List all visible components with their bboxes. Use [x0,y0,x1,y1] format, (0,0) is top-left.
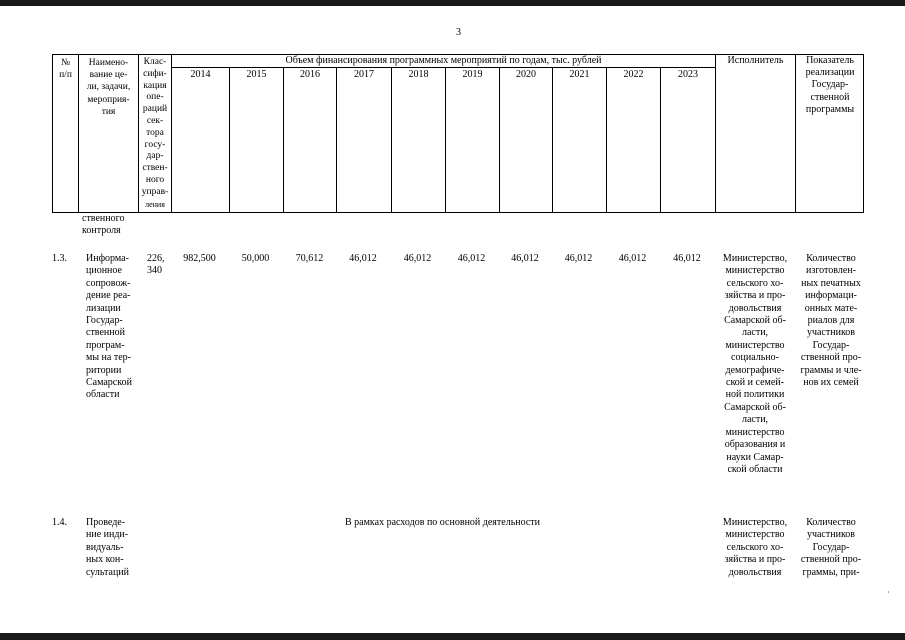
row-value: 46,012 [457,253,486,264]
top-border-bar [0,0,905,6]
row-value: 46,012 [349,253,377,264]
header-year: 2015 [246,69,267,80]
row-executor: Министерство, министерство сельского хо- зяйства и про- довольствия Самарской об- ласти, министерство социально- демографиче- ской и семей- ной политики Самарской об- ласти, министерство образования и науки Самар- ской области [722,253,788,475]
year-divider [660,68,661,212]
header-indicator: Показатель реализации Государ- ственной программы [805,55,855,115]
row-name: Проведе- ние инди- видуаль- ных кон- сультаций [86,517,130,578]
header-funding-title: Объем финансирования программных мероприятий по годам, тыс. рублей [285,55,602,66]
row-value: 46,012 [618,253,647,264]
header-num: № п/п [59,58,72,81]
row-funding-note: В рамках расходов по основной деятельности [344,517,541,528]
row-indicator: Количество участников Государ- ственной про- граммы, при- [800,517,862,578]
row-executor: Министерство, министерство сельского хо- зяйства и про- довольствия [722,517,788,578]
year-divider [606,68,607,212]
row-value: 982,500 [183,253,216,264]
bottom-border-bar [0,633,905,640]
row-number: 1.4. [52,517,67,528]
header-year: 2014 [190,69,211,80]
scan-speck: · [887,588,890,597]
header-year: 2020 [516,69,536,80]
carryover-text: ственного контроля [82,213,125,237]
row-value: 46,012 [403,253,432,264]
year-divider [336,68,337,212]
page-number: 3 [456,27,461,38]
header-classification: Клас- сифи- кация опе- раций сек- тора госу- дар- ствен- ного управ- ления [141,57,169,209]
header-year: 2018 [408,69,429,80]
row-number: 1.3. [52,253,67,264]
row-value: 46,012 [511,253,539,264]
header-year: 2021 [569,69,590,80]
header-year: 2023 [678,69,698,80]
row-value: 50,000 [241,253,270,264]
header-name: Наимено- вание це- ли, задачи, мероприя- тия [86,58,131,117]
header-year: 2017 [354,69,374,80]
row-value: 70,612 [295,253,324,264]
header-executor: Исполнитель [727,55,784,66]
col-divider [715,55,716,212]
header-year: 2016 [300,69,320,80]
row-indicator: Количество изготовлен- ных печатных информаци- онных мате- риалов для участников Государ- ственной про- граммы и чле- нов их семей [800,253,862,389]
row-classification: 226, 340 [147,253,165,277]
year-divider [229,68,230,212]
year-divider [499,68,500,212]
row-value: 46,012 [564,253,593,264]
year-divider [552,68,553,212]
year-divider [445,68,446,212]
header-year: 2022 [623,69,644,80]
year-divider [391,68,392,212]
row-value: 46,012 [673,253,701,264]
header-year: 2019 [462,69,483,80]
year-divider [283,68,284,212]
table-header [52,54,864,213]
row-name: Информа- ционное сопровож- дение реа- лизации Государ- ственной програм- мы на тер- ритории Самарской области [86,253,132,401]
